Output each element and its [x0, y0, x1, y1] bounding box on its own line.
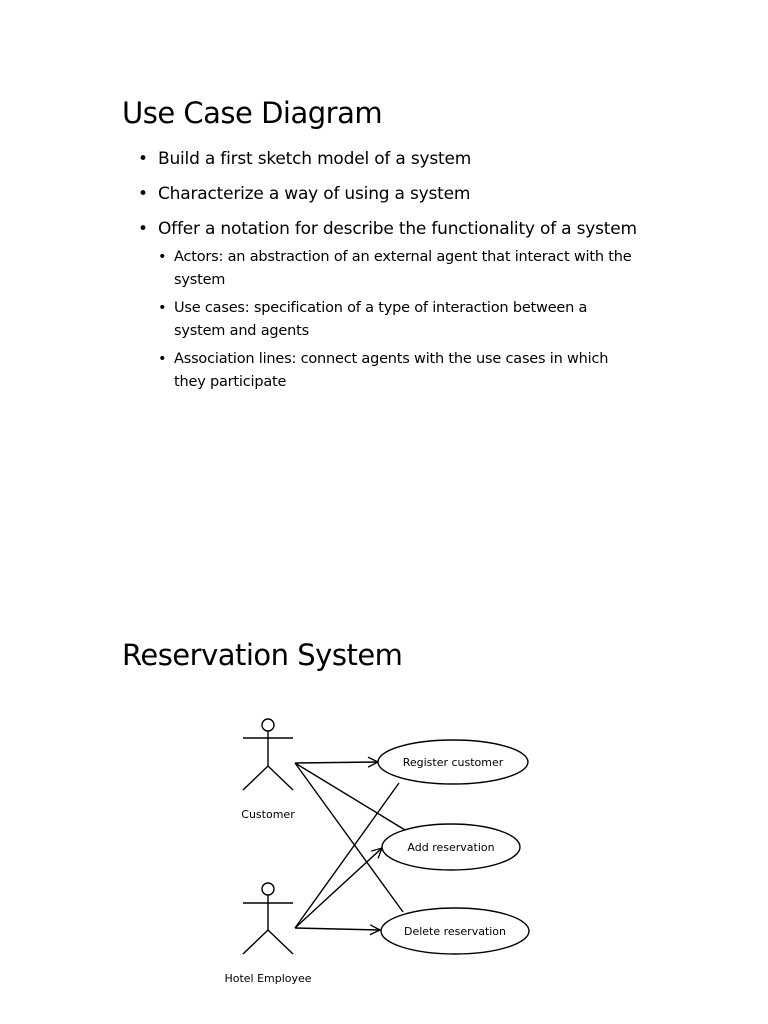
bullet-item	[138, 216, 638, 394]
association-employee-register	[295, 783, 399, 928]
sub-bullet-text: Use cases: specification of a type of interaction between a system and agents	[174, 300, 588, 339]
slide-reservation-system	[0, 512, 768, 1024]
sub-bullet-text: Association lines: connect agents with the use cases in which they participate	[174, 351, 609, 390]
bullet-text: Offer a notation for describe the functionality of a system	[158, 219, 637, 239]
sub-bullet-item	[158, 246, 638, 292]
actor-left-leg	[243, 766, 268, 790]
use-case-diagram	[0, 512, 768, 1024]
bullet-list	[138, 146, 638, 403]
sub-bullet-item	[158, 348, 638, 394]
actor-left-leg	[243, 930, 268, 954]
slide-title: Reservation System	[122, 638, 403, 672]
association-employee-delete	[295, 928, 380, 930]
use-case-register-customer	[378, 740, 528, 784]
actor-label-hotel-employee: Hotel Employee	[224, 972, 312, 985]
actor-head	[262, 719, 274, 731]
sub-bullet-item	[158, 297, 638, 343]
actor-right-leg	[268, 930, 293, 954]
bullet-text: Build a first sketch model of a system	[158, 149, 472, 169]
actor-customer	[243, 719, 293, 790]
actor-head	[262, 883, 274, 895]
actor-right-leg	[268, 766, 293, 790]
bullet-text: Characterize a way of using a system	[158, 184, 471, 204]
use-case-label: Register customer	[402, 756, 504, 769]
slide-title: Use Case Diagram	[122, 96, 383, 130]
sub-bullet-list	[158, 246, 638, 394]
bullet-item	[138, 181, 638, 207]
actor-hotel-employee	[243, 883, 293, 954]
association-customer-register	[295, 762, 378, 763]
use-case-add-reservation	[382, 824, 520, 870]
association-employee-add	[295, 848, 382, 928]
use-case-delete-reservation	[381, 908, 529, 954]
use-case-label: Add reservation	[407, 841, 495, 854]
sub-bullet-text: Actors: an abstraction of an external agent that interact with the system	[174, 249, 632, 288]
actor-label-customer: Customer	[241, 808, 295, 821]
use-case-label: Delete reservation	[403, 925, 507, 938]
bullet-item	[138, 146, 638, 172]
